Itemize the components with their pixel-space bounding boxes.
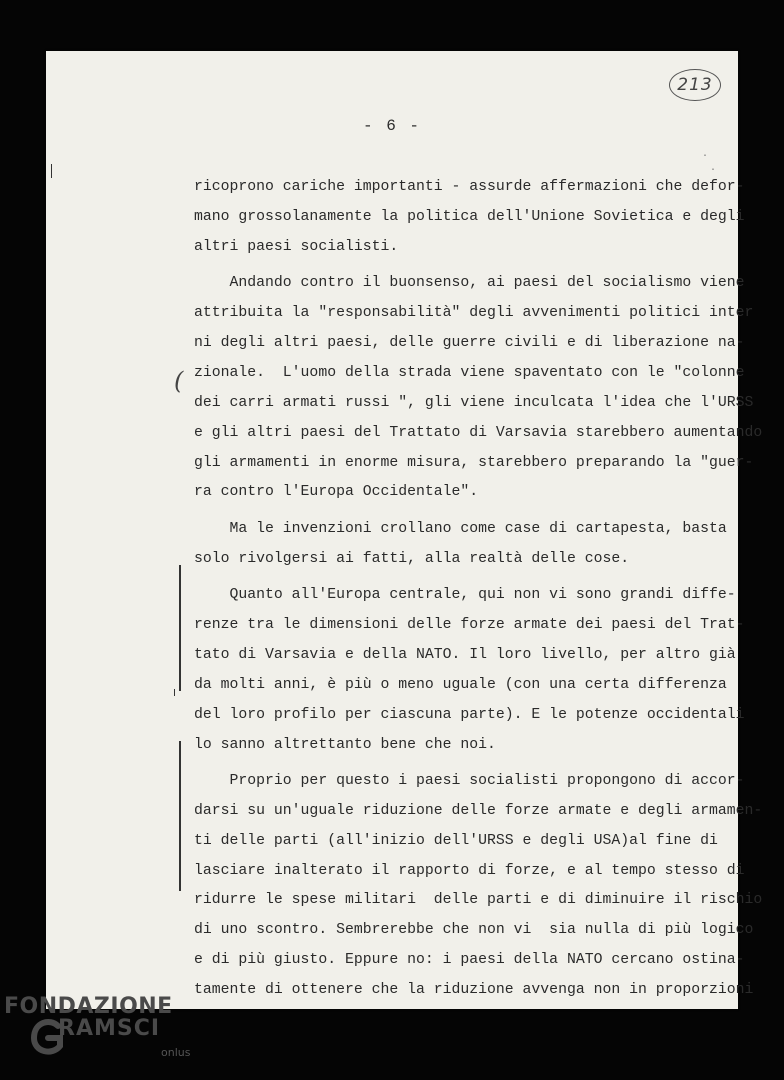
margin-bracket-line — [179, 741, 181, 891]
archive-number: 213 — [677, 75, 713, 95]
text-line: ti delle parti (all'inizio dell'URSS e degli USA)al fine di — [194, 832, 718, 849]
text-line: renze tra le dimensioni delle forze armate dei paesi del Trat- — [194, 616, 745, 633]
margin-bracket-line — [179, 565, 181, 691]
text-line: Quanto all'Europa centrale, qui non vi sono grandi diffe- — [194, 587, 736, 604]
logo-title-line1: FONDAZIONE — [4, 994, 173, 1019]
text-line: gli armamenti in enorme misura, starebbero preparando la "guer- — [194, 454, 754, 471]
text-line: e gli altri paesi del Trattato di Varsavia starebbero aumentando — [194, 424, 763, 441]
body-text — [194, 173, 763, 1006]
ink-speck: · — [702, 151, 709, 162]
text-line: di uno scontro. Sembrerebbe che non vi sia nulla di più logico — [194, 922, 754, 939]
text-line: Ma le invenzioni crollano come case di cartapesta, basta — [194, 520, 727, 537]
archive-number-stamp — [669, 69, 721, 101]
text-line: darsi su un'uguale riduzione delle forze armate e degli armamen- — [194, 802, 763, 819]
text-line: attribuita la "responsabilità" degli avvenimenti politici inter — [194, 305, 754, 322]
text-line: del loro profilo per ciascuna parte). E le potenze occidentali — [194, 706, 745, 723]
text-line: dei carri armati russi ", gli viene inculcata l'idea che l'URSS — [194, 394, 754, 411]
text-line: lo sanno altrettanto bene che noi. — [194, 736, 496, 753]
page-number: - 6 - — [362, 117, 421, 135]
margin-tick — [51, 164, 52, 178]
text-line: e di più giusto. Eppure no: i paesi della NATO cercano ostina- — [194, 952, 745, 969]
text-line: Proprio per questo i paesi socialisti propongono di accor- — [194, 772, 745, 789]
text-line: ra contro l'Europa Occidentale". — [194, 484, 479, 501]
logo-title-line2: RAMSCI — [58, 1016, 161, 1041]
text-line: lasciare inalterato il rapporto di forze, e al tempo stesso di — [194, 862, 745, 879]
fondazione-gramsci-logo — [4, 994, 204, 1074]
text-line: ricoprono cariche importanti - assurde affermazioni che defor- — [194, 179, 745, 195]
logo-subtitle: onlus — [161, 1046, 191, 1059]
text-line: ni degli altri paesi, delle guerre civili e di liberazione na- — [194, 334, 745, 351]
text-line: solo rivolgersi ai fatti, alla realtà delle cose. — [194, 550, 630, 567]
text-line: tato di Varsavia e della NATO. Il loro livello, per altro già — [194, 646, 736, 663]
text-line: Andando contro il buonsenso, ai paesi del socialismo viene — [194, 275, 745, 292]
margin-bracket-foot — [174, 689, 175, 696]
text-line: ridurre le spese militari delle parti e di diminuire il rischio — [194, 892, 763, 909]
text-line: mano grossolanamente la politica dell'Unione Sovietica e degli — [194, 208, 745, 225]
text-line: altri paesi socialisti. — [194, 238, 399, 255]
document-page — [46, 51, 763, 1009]
text-line: zionale. L'uomo della strada viene spaventato con le "colonne — [194, 364, 745, 381]
margin-parenthesis: ( — [174, 367, 184, 395]
text-line: da molti anni, è più o meno uguale (con una certa differenza — [194, 676, 727, 693]
ink-speck: . — [710, 163, 717, 174]
text-line: tamente di ottenere che la riduzione avvenga non in proporzioni — [194, 982, 754, 999]
